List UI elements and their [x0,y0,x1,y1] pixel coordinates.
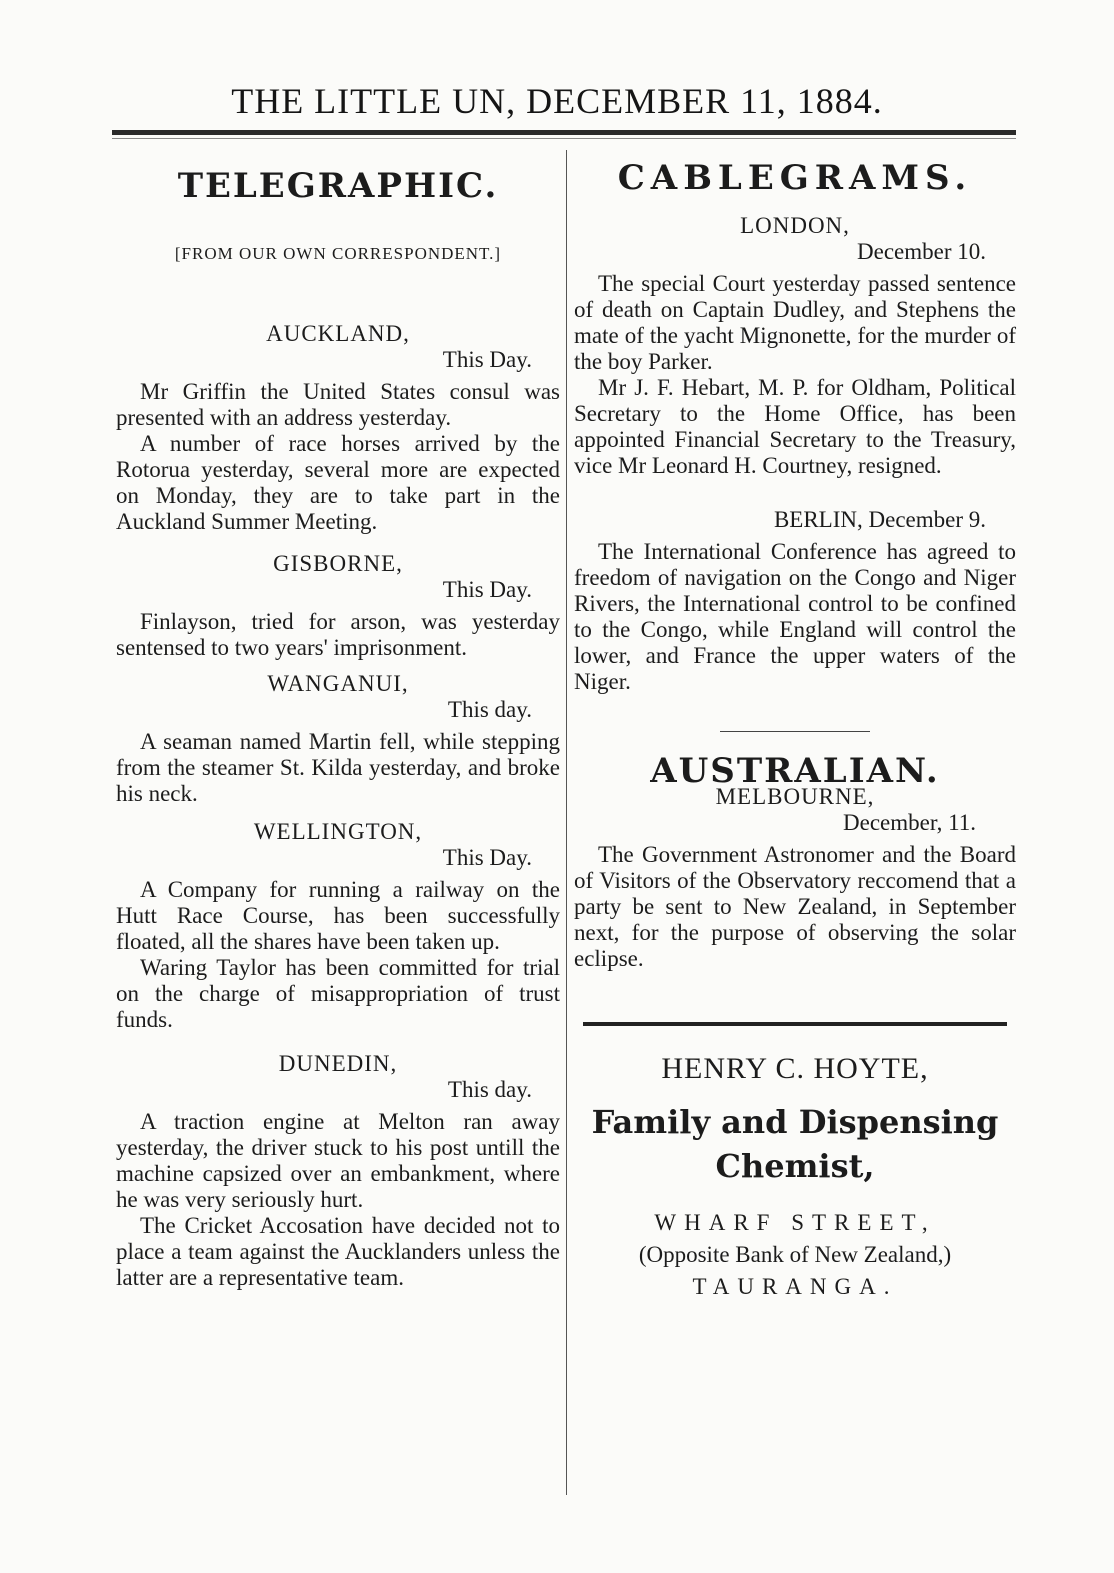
london-place: LONDON, [740,213,850,238]
masthead-rule [112,130,1016,135]
section-divider [720,731,870,732]
gisborne-item [116,551,560,661]
dunedin-item [116,1051,560,1291]
chemist-advert [574,1052,1016,1300]
wanganui-place: WANGANUI, [267,671,409,696]
auckland-story-2: A number of race horses arrived by the Rotorua yesterday, several more are expected on Monday, they are to take part in the Auckland Summer Meeting. [116,431,560,534]
wellington-item [116,819,560,1033]
wellington-when: This Day. [442,845,532,870]
telegraphic-column [116,165,560,1291]
wanganui-story-1: A seaman named Martin fell, while stepping from the steamer St. Kilda yesterday, and broke his neck. [116,729,560,806]
australian-item [574,751,1016,972]
gisborne-when: This Day. [442,577,532,602]
telegraphic-heading: TELEGRAPHIC. [177,166,499,206]
melbourne-when: December, 11. [843,810,976,835]
australian-heading: AUSTRALIAN. [650,751,940,791]
auckland-place: AUCKLAND, [266,321,410,346]
wellington-place: WELLINGTON, [253,819,423,844]
advert-town: TAURANGA. [692,1274,898,1299]
advert-title-line2: Chemist, [715,1147,875,1185]
telegraphic-byline: [FROM OUR OWN CORRESPONDENT.] [174,244,502,263]
auckland-when: This Day. [442,347,532,372]
wellington-story-2: Waring Taylor has been committed for trial on the charge of misappropriation of trust funds. [116,955,560,1032]
column-rule [566,150,567,1495]
wellington-story-1: A Company for running a railway on the Hutt Race Course, has been successfully floated, all the shares have been taken up. [116,877,560,954]
masthead-rule-thin [112,138,1016,139]
cablegrams-column [574,158,1016,1300]
auckland-story-1: Mr Griffin the United States consul was presented with an address yesterday. [116,379,560,430]
london-story-1: The special Court yesterday passed sentence of death on Captain Dudley, and Stephens the mate of the yacht Mignonette, for the murder of the boy Parker. [574,271,1016,374]
australian-story-1: The Government Astronomer and the Board of Visitors of the Observatory reccomend that a party be sent to New Zealand, in September next, for the purpose of observing the solar eclipse. [574,842,1016,971]
melbourne-place: MELBOURNE, [715,784,875,809]
dunedin-story-1: A traction engine at Melton ran away yesterday, the driver stuck to his post untill the machine capsized over an embankment, where he was very seriously hurt. [116,1109,560,1212]
berlin-story-1: The International Conference has agreed to freedom of navigation on the Congo and Niger Rivers, the International control to be confined to the Congo, while England will control the lower, and France the upper waters of the Niger. [574,539,1016,694]
advert-street: WHARF STREET, [654,1210,936,1235]
advert-name: HENRY C. HOYTE, [661,1052,929,1085]
london-when: December 10. [857,239,986,264]
berlin-dateline: BERLIN, December 9. [773,507,986,532]
advert-title-line1: Family and Dispensing [591,1103,999,1141]
advert-opposite: (Opposite Bank of New Zealand,) [638,1242,952,1267]
dunedin-story-2: The Cricket Accosation have decided not to place a team against the Aucklanders unless the latter are a representative team. [116,1213,560,1290]
london-item [574,213,1016,479]
dunedin-place: DUNEDIN, [278,1051,398,1076]
cablegrams-heading: CABLEGRAMS. [617,158,973,198]
auckland-item [116,321,560,535]
london-story-2: Mr J. F. Hebart, M. P. for Oldham, Political Secretary to the Home Office, has been appointed Financial Secretary to the Treasury, vice Mr Leonard H. Courtney, resigned. [574,375,1016,478]
dunedin-when: This day. [447,1077,532,1102]
gisborne-place: GISBORNE, [273,551,403,576]
berlin-item [574,507,1016,695]
masthead: THE LITTLE UN, DECEMBER 11, 1884. [231,81,883,121]
gisborne-story-1: Finlayson, tried for arson, was yesterday sentensed to two years' imprisonment. [116,609,560,660]
advert-rule [583,1022,1007,1026]
wanganui-when: This day. [447,697,532,722]
wanganui-item [116,671,560,807]
